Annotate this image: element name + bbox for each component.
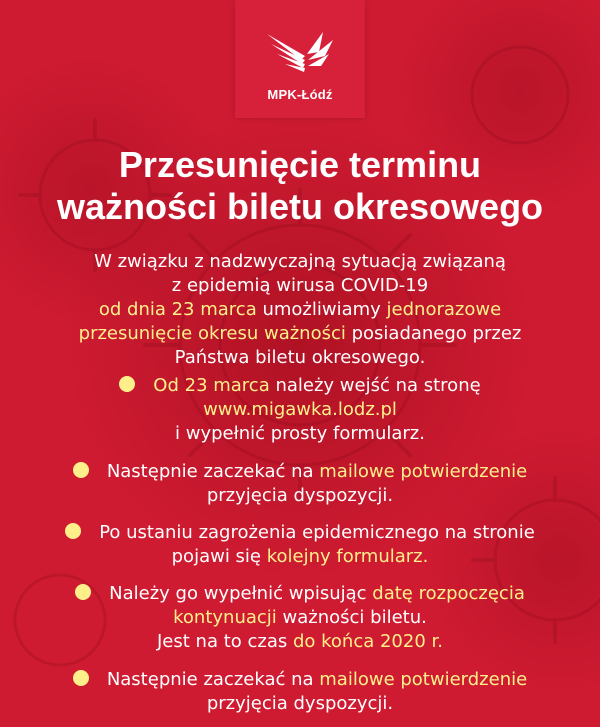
bullet-item-3 bbox=[0, 521, 600, 569]
intro-line-5: Państwa biletu okresowego. bbox=[174, 347, 426, 368]
bullet-item-4 bbox=[0, 582, 600, 654]
bullet-highlight: mailowe potwierdzenie bbox=[319, 461, 528, 482]
bullet-line bbox=[0, 374, 600, 398]
bullet-line: przyjęcia dyspozycji. bbox=[206, 693, 394, 714]
bullet-highlight: do końca 2020 r. bbox=[292, 631, 443, 652]
bullet-line bbox=[0, 398, 600, 422]
bullet-line: i wypełnić prosty formularz. bbox=[175, 423, 425, 444]
logo[interactable] bbox=[235, 0, 365, 118]
intro-text: umożliwiamy bbox=[256, 299, 387, 320]
mpk-wings-icon bbox=[265, 26, 335, 78]
bullet-dot-icon bbox=[73, 462, 89, 478]
bullet-text: Następnie zaczekać na bbox=[106, 669, 320, 690]
bullet-highlight: mailowe potwierdzenie bbox=[319, 669, 528, 690]
bullet-text: ważności biletu. bbox=[276, 607, 427, 628]
website-link[interactable]: www.migawka.lodz.pl bbox=[203, 399, 397, 420]
bullet-line bbox=[0, 668, 600, 692]
bullet-line bbox=[0, 630, 600, 654]
intro-paragraph bbox=[0, 250, 600, 370]
title-line-1: Przesunięcie terminu bbox=[118, 144, 482, 185]
bullet-line bbox=[0, 606, 600, 630]
intro-highlight-date: od dnia 23 marca bbox=[98, 299, 257, 320]
bullet-dot-icon bbox=[75, 584, 91, 600]
intro-highlight-one-time: jednorazowe bbox=[386, 299, 502, 320]
bullet-text: należy wejść na stronę bbox=[269, 375, 481, 396]
intro-line-3 bbox=[0, 298, 600, 322]
bullet-line bbox=[0, 460, 600, 484]
bullet-text: Należy go wypełnić wpisując bbox=[109, 583, 373, 604]
intro-line-1: W związku z nadzwyczajną sytuacją związaną bbox=[94, 251, 506, 272]
intro-line-4 bbox=[0, 322, 600, 346]
bullet-item-2 bbox=[0, 460, 600, 508]
bullet-text: Następnie zaczekać na bbox=[106, 461, 320, 482]
bullet-text: Po ustaniu zagrożenia epidemicznego na stronie bbox=[99, 522, 535, 543]
bullet-highlight: kolejny formularz. bbox=[266, 546, 429, 567]
bullet-item-5 bbox=[0, 668, 600, 716]
page-title bbox=[0, 144, 600, 228]
bullet-dot-icon bbox=[119, 376, 135, 392]
bullet-item-1 bbox=[0, 374, 600, 446]
intro-highlight-shift: przesunięcie okresu ważności bbox=[78, 323, 346, 344]
bullet-text: pojawi się bbox=[171, 546, 267, 567]
logo-text: MPK-Łódź bbox=[267, 87, 333, 102]
bullet-highlight: datę rozpoczęcia bbox=[372, 583, 525, 604]
bullet-line: przyjęcia dyspozycji. bbox=[206, 485, 394, 506]
intro-text: posiadanego przez bbox=[345, 323, 522, 344]
bullet-dot-icon bbox=[73, 670, 89, 686]
bullet-line bbox=[0, 545, 600, 569]
bullet-line bbox=[0, 521, 600, 545]
bullet-dot-icon bbox=[65, 523, 81, 539]
bullet-highlight: kontynuacji bbox=[173, 607, 277, 628]
bullet-highlight: Od 23 marca bbox=[153, 375, 270, 396]
intro-line-2: z epidemią wirusa COVID-19 bbox=[171, 275, 429, 296]
title-line-2: ważności biletu okresowego bbox=[56, 186, 544, 227]
bullet-text: Jest na to czas bbox=[157, 631, 293, 652]
bullet-line bbox=[0, 582, 600, 606]
